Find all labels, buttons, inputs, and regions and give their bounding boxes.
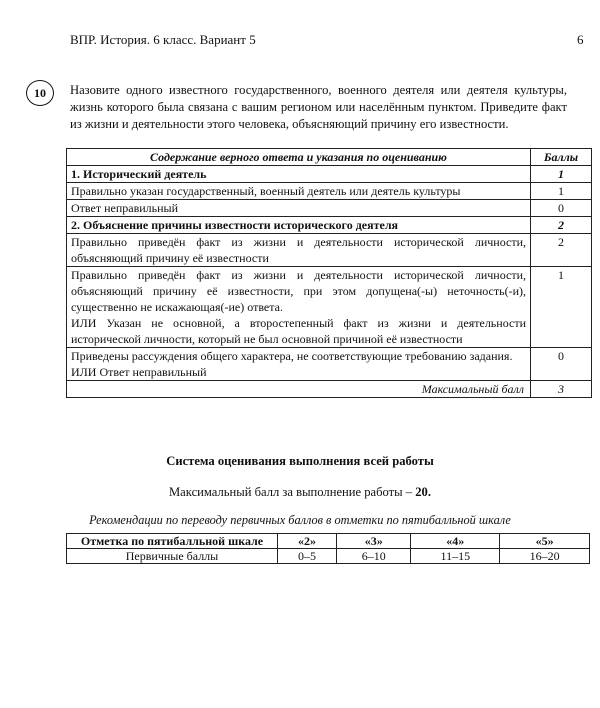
grade-cell: 16–20 xyxy=(500,549,590,564)
page-number: 6 xyxy=(577,32,584,47)
criteria-max-row xyxy=(67,381,592,398)
criteria-row-text-alt: ИЛИ Указан не основной, а второстепенный факт из жизни и деятельности исторической личности, который не был основной причиной её известности xyxy=(71,316,526,346)
criteria-table xyxy=(66,148,592,398)
grade-cell: Первичные баллы xyxy=(67,549,278,564)
criteria-section-title: 1. Исторический деятель xyxy=(67,166,531,183)
grade-conversion-table xyxy=(66,533,590,564)
grade-cell: 6–10 xyxy=(337,549,411,564)
criteria-section-title: 2. Объяснение причины известности исторического деятеля xyxy=(67,217,531,234)
grading-max-text: Максимальный балл за выполнение работы – xyxy=(168,485,413,499)
criteria-row-text-block xyxy=(67,267,531,348)
question-text: Назовите одного известного государственного, военного деятеля или деятеля культуры, жизнь которого была связана с вашим регионом или населённым пунктом. Приведите факт из жизни и деятельности этого человека, объясняющий причину его известности. xyxy=(70,83,567,131)
grading-system-title: Система оценивания выполнения всей работы xyxy=(166,454,434,468)
document-header-title: ВПР. История. 6 класс. Вариант 5 xyxy=(70,32,256,47)
criteria-max-points: 3 xyxy=(531,381,592,398)
criteria-row-points: 1 xyxy=(531,267,592,348)
criteria-row xyxy=(67,200,592,217)
criteria-row-text-alt: ИЛИ Ответ неправильный xyxy=(71,365,207,379)
criteria-header-row xyxy=(67,149,592,166)
grade-cell: 11–15 xyxy=(411,549,500,564)
criteria-row-text: Ответ неправильный xyxy=(67,200,531,217)
criteria-row-points: 1 xyxy=(531,183,592,200)
criteria-row xyxy=(67,267,592,348)
grade-head-cell: «4» xyxy=(411,534,500,549)
criteria-section-points: 2 xyxy=(531,217,592,234)
grade-table-row xyxy=(67,549,590,564)
grade-head-cell: «3» xyxy=(337,534,411,549)
criteria-row-points: 0 xyxy=(531,348,592,381)
criteria-section-row xyxy=(67,217,592,234)
grade-head-cell: «2» xyxy=(278,534,337,549)
grade-head-cell: Отметка по пятибалльной шкале xyxy=(67,534,278,549)
criteria-row-text-block xyxy=(67,348,531,381)
criteria-row-text: Правильно приведён факт из жизни и деятельности исторической личности, объясняющий причину её известности xyxy=(67,234,531,267)
criteria-row xyxy=(67,183,592,200)
criteria-row-text: Правильно указан государственный, военный деятель или деятель культуры xyxy=(67,183,531,200)
grading-max-value: 20. xyxy=(415,485,431,499)
grading-recommendation: Рекомендации по переводу первичных баллов в отметки по пятибалльной шкале xyxy=(89,513,511,527)
grade-table-head-row xyxy=(67,534,590,549)
criteria-row-points: 0 xyxy=(531,200,592,217)
grade-head-cell: «5» xyxy=(500,534,590,549)
criteria-section-points: 1 xyxy=(531,166,592,183)
criteria-row xyxy=(67,234,592,267)
criteria-row-text: Приведены рассуждения общего характера, не соответствующие требованию задания. xyxy=(71,349,513,363)
criteria-section-row xyxy=(67,166,592,183)
criteria-header-points: Баллы xyxy=(531,149,592,166)
question-number-badge: 10 xyxy=(26,80,54,106)
grading-max-score xyxy=(0,485,600,500)
criteria-row xyxy=(67,348,592,381)
criteria-header-content: Содержание верного ответа и указания по оцениванию xyxy=(67,149,531,166)
grade-cell: 0–5 xyxy=(278,549,337,564)
criteria-row-points: 2 xyxy=(531,234,592,267)
criteria-max-label: Максимальный балл xyxy=(67,381,531,398)
criteria-row-text: Правильно приведён факт из жизни и деятельности исторической личности, объясняющий причину её известности, при этом допущена(-ы) неточность(-и), существенно не искажающая(-ие) ответа. xyxy=(71,268,526,314)
